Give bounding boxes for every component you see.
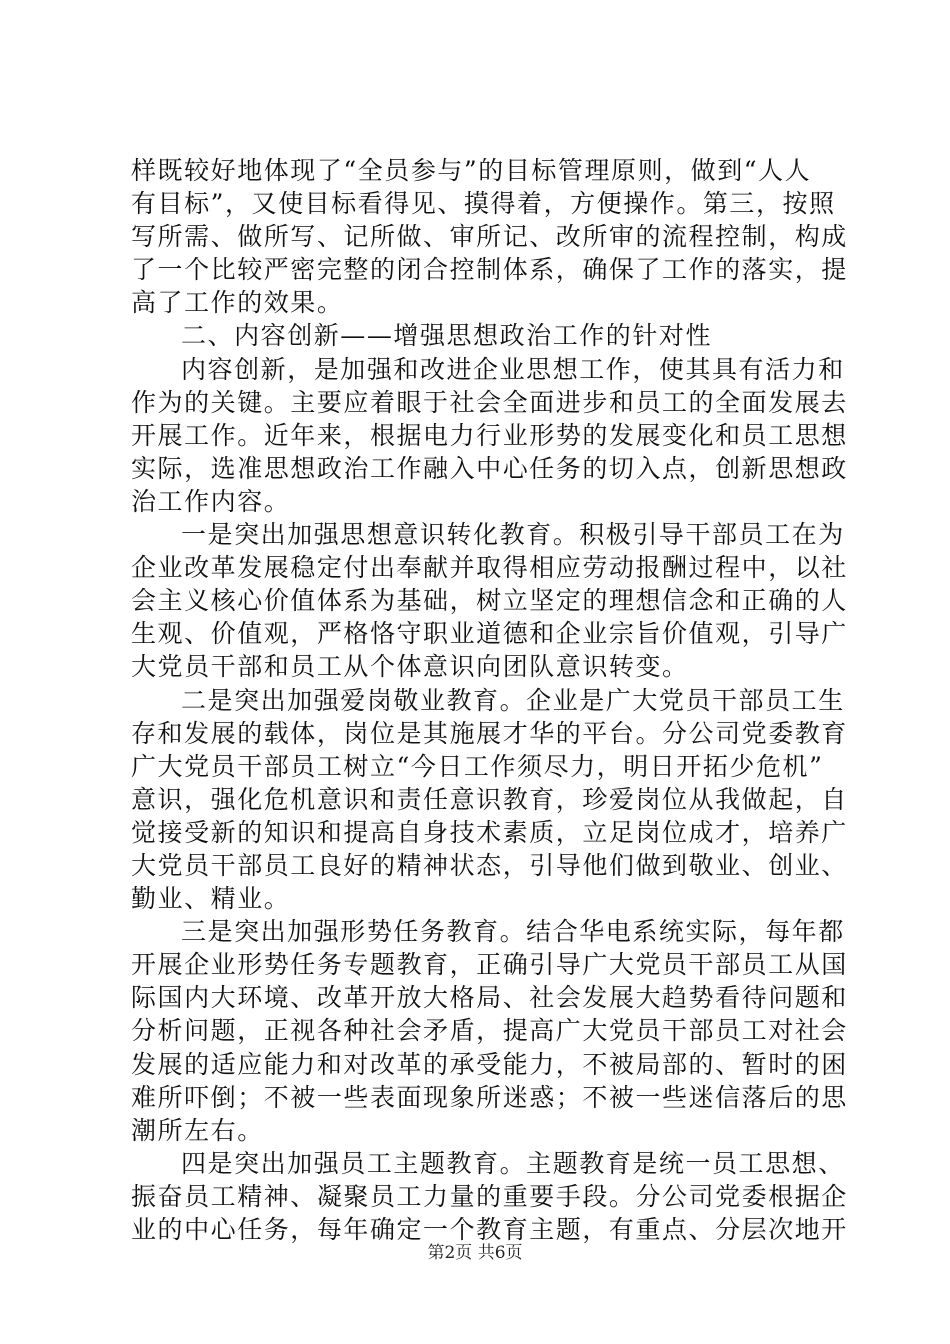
text-line: 意识，强化危机意识和责任意识教育，珍爱岗位从我做起，自	[131, 784, 848, 814]
text-line: 实际，选准思想政治工作融入中心任务的切入点，创新思想政	[131, 453, 848, 483]
text-line: 企业改革发展稳定付出奉献并取得相应劳动报酬过程中，以社	[131, 553, 848, 583]
text-line: 生观、价值观，严格恪守职业道德和企业宗旨价值观，引导广	[131, 619, 848, 649]
text-line: 存和发展的载体，岗位是其施展才华的平台。分公司党委教育	[131, 718, 848, 748]
text-line: 分析问题，正视各种社会矛盾，提高广大党员干部员工对社会	[131, 1016, 848, 1046]
text-line: 写所需、做所写、记所做、审所记、改所审的流程控制，构成	[131, 222, 848, 252]
text-line: 二是突出加强爱岗敬业教育。企业是广大党员干部员工生	[181, 685, 845, 715]
text-line: 大党员干部员工良好的精神状态，引导他们做到敬业、创业、	[131, 850, 848, 880]
text-line: 际国内大环境、改革开放大格局、社会发展大趋势看待问题和	[131, 983, 848, 1013]
text-line: 振奋员工精神、凝聚员工力量的重要手段。分公司党委根据企	[131, 1181, 848, 1211]
body-text	[131, 154, 848, 1246]
text-line: 内容创新，是加强和改进企业思想工作，使其具有活力和	[181, 354, 845, 384]
text-line: 开展工作。近年来，根据电力行业形势的发展变化和员工思想	[131, 420, 848, 450]
text-line: 大党员干部和员工从个体意识向团队意识转变。	[131, 652, 689, 682]
text-line: 一是突出加强思想意识转化教育。积极引导干部员工在为	[181, 520, 845, 550]
section-heading: 二、内容创新——增强思想政治工作的针对性	[181, 321, 713, 351]
text-line: 有目标”，又使目标看得见、摸得着，方便操作。第三，按照	[131, 189, 836, 219]
text-line: 作为的关键。主要应着眼于社会全面进步和员工的全面发展去	[131, 387, 848, 417]
text-line: 业的中心任务，每年确定一个教育主题，有重点、分层次地开	[131, 1215, 848, 1244]
text-line: 四是突出加强员工主题教育。主题教育是统一员工思想、	[181, 1148, 845, 1178]
text-line: 样既较好地体现了“全员参与”的目标管理原则，做到“人人	[131, 156, 812, 185]
text-line: 开展企业形势任务专题教育，正确引导广大党员干部员工从国	[131, 950, 848, 980]
page-number-footer: 第2页 共6页	[427, 1243, 523, 1263]
text-line: 会主义核心价值体系为基础，树立坚定的理想信念和正确的人	[131, 586, 848, 616]
text-line: 发展的适应能力和对改革的承受能力，不被局部的、暂时的困	[131, 1049, 848, 1079]
text-line: 广大党员干部员工树立“今日工作须尽力，明日开拓少危机”	[131, 751, 824, 781]
text-line: 难所吓倒；不被一些表面现象所迷惑；不被一些迷信落后的思	[131, 1082, 848, 1112]
text-line: 觉接受新的知识和提高自身技术素质，立足岗位成才，培养广	[131, 817, 848, 847]
text-line: 治工作内容。	[131, 486, 291, 516]
text-line: 高了工作的效果。	[131, 288, 344, 318]
text-line: 勤业、精业。	[131, 884, 291, 914]
text-line: 三是突出加强形势任务教育。结合华电系统实际，每年都	[181, 917, 845, 947]
text-line: 潮所左右。	[131, 1115, 264, 1145]
text-line: 了一个比较严密完整的闭合控制体系，确保了工作的落实，提	[131, 255, 848, 285]
